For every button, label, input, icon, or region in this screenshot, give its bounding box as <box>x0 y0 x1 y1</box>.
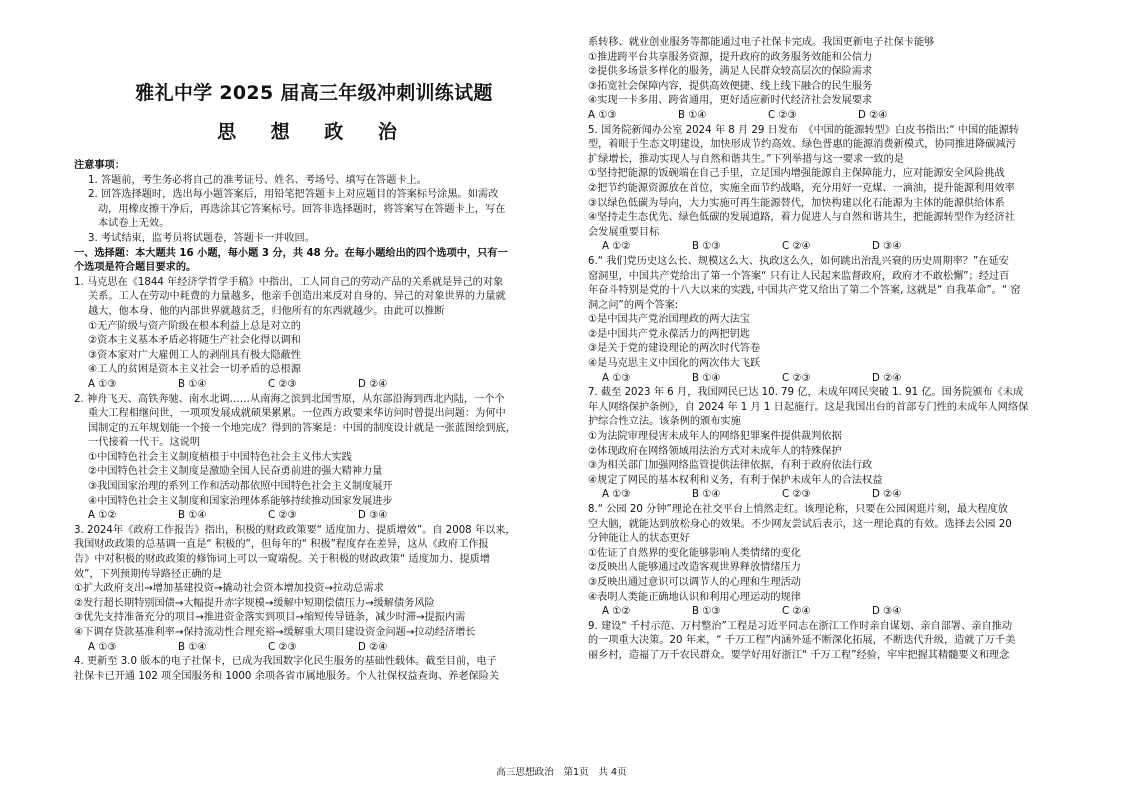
left-column <box>74 159 554 684</box>
answer-option: A ①③ <box>588 109 617 121</box>
text-line: 4. 更新至 3.0 版本的电子社保卡，已成为我国数字化民生服务的基础性载体。截至目前，电子 <box>74 656 497 668</box>
text-line: ①是中国共产党治国理政的两大法宝 <box>588 314 750 326</box>
text-line: 1. 马克思在《1844 年经济学哲学手稿》中指出，工人同自己的劳动产品的关系就是异己的对象 <box>74 276 504 288</box>
answer-option: D ②④ <box>858 109 888 121</box>
text-line: ④下调存贷款基准利率→保持流动性合理充裕→缓解重大项目建设资金问题→拉动经济增长 <box>74 627 476 638</box>
answer-option: D ②④ <box>872 372 902 384</box>
text-line: ②把节约能源资源放在首位，实施全面节约战略，充分用好一克煤、一滴油，提升能源利用效率 <box>588 182 1015 194</box>
text-line: ①中国特色社会主义制度植根于中国特色社会主义伟大实践 <box>88 451 352 463</box>
text-line: 7. 截至 2023 年 6 月，我国网民已达 10. 79 亿，未成年网民突破 1. 91 亿。国务院颁布《未成 <box>588 387 1024 399</box>
text-line: ③优先支持准备充分的项目→推进资金落实到项目→缩短传导链条，减少时滞→提振内需 <box>74 612 466 624</box>
text-line: 会发展重要目标 <box>588 226 660 238</box>
text-line: ①为法院审理侵害未成年人的网络犯罪案件提供裁判依据 <box>588 431 842 443</box>
text-line: 越大，他本身、他的内部世界就越贫乏，归他所有的东西就越少。由此可以推断 <box>88 305 445 317</box>
answer-option: D ③④ <box>872 606 902 618</box>
text-line: 重大工程相继问世，一项项发展成就硕果累累。一位西方政要来华访问时曾提出问题：为何中 <box>88 408 506 420</box>
text-line: 动，用橡皮擦干净后，再选涂其它答案标号。回答非选择题时，将答案写在答题卡上，写在 <box>98 203 506 215</box>
answer-options <box>74 509 554 524</box>
answer-options <box>588 109 1068 124</box>
answer-option: D ②④ <box>358 378 388 390</box>
text-line: 6.“ 我们党历史这么长、规模这么大、执政这么久，如何跳出治乱兴衰的历史周期率？”在延安 <box>588 255 1009 267</box>
text-line: 效”，下列预期传导路径正确的是 <box>74 568 222 580</box>
answer-options <box>588 488 1068 503</box>
text-line: ③拓宽社会保障内容，提供高效便捷、线上线下融合的民生服务 <box>588 80 873 92</box>
text-line: 年奋斗特别是党的十八大以来的实践, 中国共产党又给出了第二个答案, 这就是“ 自我革命”。“ 窑 <box>588 285 1021 297</box>
text-line: ④中国特色社会主义制度和国家治理体系能够持续推动国家发展进步 <box>88 495 393 507</box>
answer-option: B ①④ <box>692 489 721 501</box>
answer-options <box>74 378 554 393</box>
text-line: ①扩大政府支出→增加基建投资→撬动社会资本增加投资→拉动总需求 <box>74 583 384 595</box>
text-line: ②提供多场景多样化的服务，满足人民群众较高层次的保险需求 <box>588 66 873 78</box>
answer-option: C ②③ <box>782 372 811 384</box>
page-footer: 高三思想政治 第1页 共 4页 <box>496 767 627 778</box>
text-line: ②中国特色社会主义制度是激励全国人民奋勇前进的强大精神力量 <box>88 466 383 478</box>
text-line: 2. 神舟飞天、高铁奔驰、南水北调……从南海之滨到北国雪原，从东部沿海到西北内陆，一个个 <box>74 393 505 405</box>
answer-option: C ②④ <box>782 241 811 253</box>
text-line: 社保卡已开通 102 项全国服务和 1000 余项各省市属地服务。个人社保权益查询、养老保险关 <box>74 670 500 682</box>
answer-option: A ①③ <box>602 372 631 384</box>
text-line: ④表明人类能正确地认识和利用心理运动的规律 <box>588 591 801 603</box>
text-line: 丽乡村，造福了万千农民群众。要学好用好浙江“ 千万工程”经验，牢牢把握其精髓要义和理念 <box>588 649 1010 661</box>
answer-option: A ①② <box>602 606 631 618</box>
text-line: ④实现一卡多用、跨省通用，更好适应新时代经济社会发展要求 <box>588 95 873 107</box>
text-line: 我国财政政策的总基调一直是“ 积极的”，但每年的“ 积极”程度存在差异，这从《政府工作报 <box>74 539 489 551</box>
text-line: 年人网络保护条例》，自 2024 年 1 月 1 日起施行。这是我国出台的首部专门性的未成年人网络保 <box>588 401 1029 413</box>
answer-options <box>588 240 1068 255</box>
text-line: ④坚持走生态优先、绿色低碳的发展道路，着力促进人与自然和谐共生，把能源转型作为经济社 <box>588 212 1015 224</box>
answer-option: D ③④ <box>358 510 388 522</box>
text-line: 洞之问”的两个答案: <box>588 299 679 311</box>
page-title: 雅礼中学 2025 届高三年级冲刺训练试题 <box>135 82 493 104</box>
text-line: 3. 考试结束，监考员将试题卷，答题卡一并收回。 <box>88 232 315 244</box>
text-line: ③我国国家治理的系列工作和活动都依照中国特色社会主义制度展开 <box>88 481 393 493</box>
answer-option: A ①③ <box>88 641 117 653</box>
text-line: 注意事项： <box>74 160 125 171</box>
text-line: 护综合性立法。该条例的颁布实施 <box>588 416 741 428</box>
answer-option: D ③④ <box>872 241 902 253</box>
answer-option: C ②③ <box>768 109 797 121</box>
text-line: 分钟能让人的状态更好 <box>588 533 690 545</box>
text-line: ④是马克思主义中国化的两次伟大飞跃 <box>588 358 761 370</box>
answer-option: C ②④ <box>782 606 811 618</box>
text-line: ③以绿色低碳为导向，大力实施可再生能源替代，加快构建以化石能源为主体的能源供给体系 <box>588 197 1005 209</box>
subject-title: 思 想 政 治 <box>217 121 411 143</box>
answer-option: A ①③ <box>602 489 631 501</box>
answer-option: B ①③ <box>692 606 721 618</box>
text-line: ④规定了网民的基本权利和义务，有利于保护未成年人的合法权益 <box>588 474 883 486</box>
answer-option: D ②④ <box>872 489 902 501</box>
text-line: 本试卷上无效。 <box>98 218 170 230</box>
text-line: ②资本主义基本矛盾必将随生产社会化得以调和 <box>88 335 301 347</box>
text-line: ①无产阶级与资产阶级在根本利益上总是对立的 <box>88 320 301 332</box>
answer-option: B ①④ <box>692 372 721 384</box>
answer-option: B ①④ <box>178 510 207 522</box>
text-line: 一代接着一代干。这说明 <box>88 437 201 449</box>
answer-option: A ①② <box>602 241 631 253</box>
text-line: 国制定的五年规划能一个接一个地完成？得到的答案是：中国的制度设计就是一张蓝图绘到底， <box>88 422 516 434</box>
answer-option: B ①④ <box>178 641 207 653</box>
text-line: ③反映出通过意识可以调节人的心理和生理活动 <box>588 576 801 588</box>
answer-option: B ①③ <box>692 241 721 253</box>
text-line: ①佐证了自然界的变化能够影响人类情绪的变化 <box>588 547 801 559</box>
text-line: 一、选择题：本大题共 16 小题，每小题 3 分，共 48 分。在每小题给出的四个选项中，只有一 <box>74 247 508 259</box>
text-line: 9. 建设“ 千村示范、万村整治”工程是习近平同志在浙江工作时亲自谋划、亲自部署、亲自推动 <box>588 620 1013 632</box>
text-line: 空大脑，就能达到放松身心的效果。不少网友尝试后表示，这一理论真的有效。选择去公园 20 <box>588 518 1012 530</box>
text-line: 告》中对积极的财政政策的修饰词上可以一窥端倪。关于积极的财政政策“ 适度加力、提质增 <box>74 554 491 566</box>
text-line: ②反映出人能够通过改造客观世界释放情绪压力 <box>588 562 801 574</box>
answer-option: D ②④ <box>358 641 388 653</box>
answer-option: C ②③ <box>268 510 297 522</box>
text-line: 5. 国务院新闻办公室 2024 年 8 月 29 日发布 《中国的能源转型》白皮书指出:“ 中国的能源转 <box>588 124 1019 136</box>
right-column <box>588 36 1068 664</box>
answer-option: C ②③ <box>782 489 811 501</box>
text-line: ①推进跨平台共享服务资源，提升政府的政务服务效能和公信力 <box>588 51 873 63</box>
text-line: ①坚持把能源的饭碗端在自己手里，立足国内增强能源自主保障能力，应对能源安全风险挑战 <box>588 168 1005 180</box>
answer-option: A ①③ <box>88 378 117 390</box>
text-line: 个选项是符合题目要求的。 <box>74 262 197 274</box>
text-line: 型，着眼于生态文明建设，加快形成节约高效、绿色普惠的能源消费新模式，协同推进降碳减污 <box>588 139 1016 151</box>
answer-options <box>588 372 1068 387</box>
text-line: 2. 回答选择题时，选出每小题答案后，用铅笔把答题卡上对应题目的答案标号涂黑。如需改 <box>88 189 499 201</box>
answer-option: B ①④ <box>678 109 707 121</box>
answer-option: B ①④ <box>178 378 207 390</box>
text-line: ③资本家对广大雇佣工人的剥削具有极大隐蔽性 <box>88 349 301 361</box>
answer-option: A ①② <box>88 510 117 522</box>
text-line: 3. 2024年《政府工作报告》指出，积极的财政政策要“ 适度加力、提质增效”。自 2008 年以来， <box>74 524 516 536</box>
text-line: 1. 答题前，考生务必将自己的准考证号、姓名、考场号、填写在答题卡上。 <box>88 174 427 186</box>
text-line: ②是中国共产党永葆活力的两把钥匙 <box>588 328 750 340</box>
text-line: 扩绿增长，推动实现人与自然和谐共生。”下列举措与这一要求一致的是 <box>588 153 904 165</box>
text-line: ④工人的贫困是资本主义社会一切矛盾的总根源 <box>88 364 301 376</box>
text-line: ②发行超长期特别国债→大幅提升赤字规模→缓解中短期偿债压力→缓解债务风险 <box>74 597 435 609</box>
text-line: ③为相关部门加强网络监管提供法律依据，有利于政府依法行政 <box>588 460 873 472</box>
answer-options <box>74 641 554 656</box>
text-line: 系转移、就业创业服务等都能通过电子社保卡完成。我国更新电子社保卡能够 <box>588 37 935 48</box>
text-line: 8.“ 公园 20 分钟”理论在社交平台上悄然走红。该理论称，只要在公园闲逛片刻，最大程度放 <box>588 504 1008 515</box>
answer-option: C ②③ <box>268 641 297 653</box>
text-line: 关系。工人在劳动中耗费的力量越多，他亲手创造出来反对自身的、异己的对象世界的力量就 <box>88 291 506 303</box>
answer-option: C ②③ <box>268 378 297 390</box>
text-line: 窑洞里，中国共产党给出了第一个答案“ 只有让人民起来监督政府，政府才不敢松懈”；经过百 <box>588 270 1010 282</box>
text-line: ③是关于党的建设理论的两次时代答卷 <box>588 343 761 355</box>
answer-options <box>588 605 1068 620</box>
text-line: ②体现政府在网络领域用法治方式对未成年人的特殊保护 <box>588 445 842 457</box>
text-line: 的一项重大决策。20 年来，“ 千万工程”内涵外延不断深化拓展，不断迭代升级，造就了万千美 <box>588 635 1016 647</box>
